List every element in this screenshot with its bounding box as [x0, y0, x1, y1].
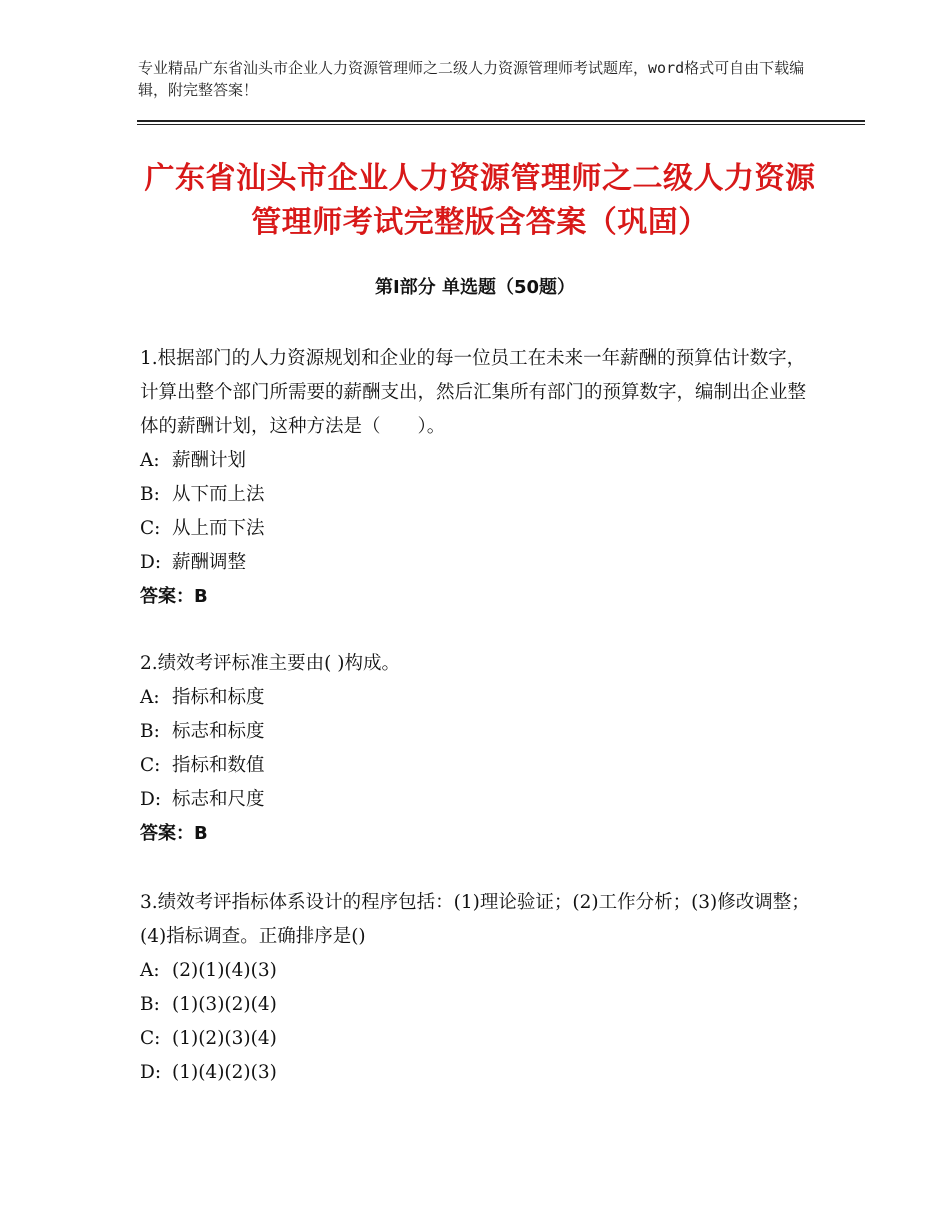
option-letter: A:	[140, 960, 160, 981]
question-3	[140, 886, 810, 1090]
option-text: (1)(3)(2)(4)	[172, 994, 277, 1015]
option-text: 薪酬计划	[172, 450, 247, 471]
option-text: 指标和数值	[172, 755, 265, 776]
option-d	[140, 546, 810, 580]
option-b	[140, 988, 810, 1022]
option-text: (2)(1)(4)(3)	[172, 960, 277, 981]
question-1	[140, 342, 810, 614]
option-letter: A:	[140, 687, 160, 708]
option-text: 指标和标度	[172, 687, 265, 708]
header-note: 专业精品广东省汕头市企业人力资源管理师之二级人力资源管理师考试题库，word格式可自由下载编辑，附完整答案！	[138, 59, 805, 99]
option-c	[140, 512, 810, 546]
option-text: (1)(4)(2)(3)	[172, 1062, 277, 1083]
option-b	[140, 715, 810, 749]
option-d	[140, 783, 810, 817]
option-letter: B:	[140, 994, 160, 1015]
question-stem: 1.根据部门的人力资源规划和企业的每一位员工在未来一年薪酬的预算估计数字，计算出整个部门所需要的薪酬支出，然后汇集所有部门的预算数字，编制出企业整体的薪酬计划，这种方法是（ ）。	[140, 348, 807, 437]
option-letter: D:	[140, 1062, 162, 1083]
header-divider	[137, 120, 865, 125]
question-answer: 答案：B	[140, 823, 208, 844]
question-2	[140, 647, 810, 851]
option-a	[140, 954, 810, 988]
option-letter: B:	[140, 721, 160, 742]
option-letter: A:	[140, 450, 160, 471]
option-text: 从下而上法	[172, 484, 265, 505]
question-answer: 答案：B	[140, 586, 208, 607]
header-divider-thick	[137, 120, 865, 122]
section-title: 第Ⅰ部分 单选题（50题）	[374, 277, 575, 298]
option-letter: C:	[140, 518, 161, 539]
option-b	[140, 478, 810, 512]
option-text: 薪酬调整	[172, 552, 247, 573]
option-letter: D:	[140, 789, 162, 810]
option-text: (1)(2)(3)(4)	[172, 1028, 277, 1049]
document-title: 广东省汕头市企业人力资源管理师之二级人力资源管理师考试完整版含答案（巩固）	[144, 161, 816, 240]
option-letter: D:	[140, 552, 162, 573]
option-c	[140, 1022, 810, 1056]
question-stem: 3.绩效考评指标体系设计的程序包括：(1)理论验证；(2)工作分析；(3)修改调整；(4)指标调查。正确排序是()	[140, 892, 810, 947]
option-letter: B:	[140, 484, 160, 505]
option-a	[140, 681, 810, 715]
option-c	[140, 749, 810, 783]
header-divider-thin	[137, 124, 865, 125]
option-text: 标志和尺度	[172, 789, 265, 810]
option-letter: C:	[140, 755, 161, 776]
option-d	[140, 1056, 810, 1090]
option-text: 从上而下法	[172, 518, 265, 539]
option-text: 标志和标度	[172, 721, 265, 742]
option-a	[140, 444, 810, 478]
option-letter: C:	[140, 1028, 161, 1049]
question-stem: 2.绩效考评标准主要由( )构成。	[140, 653, 400, 674]
